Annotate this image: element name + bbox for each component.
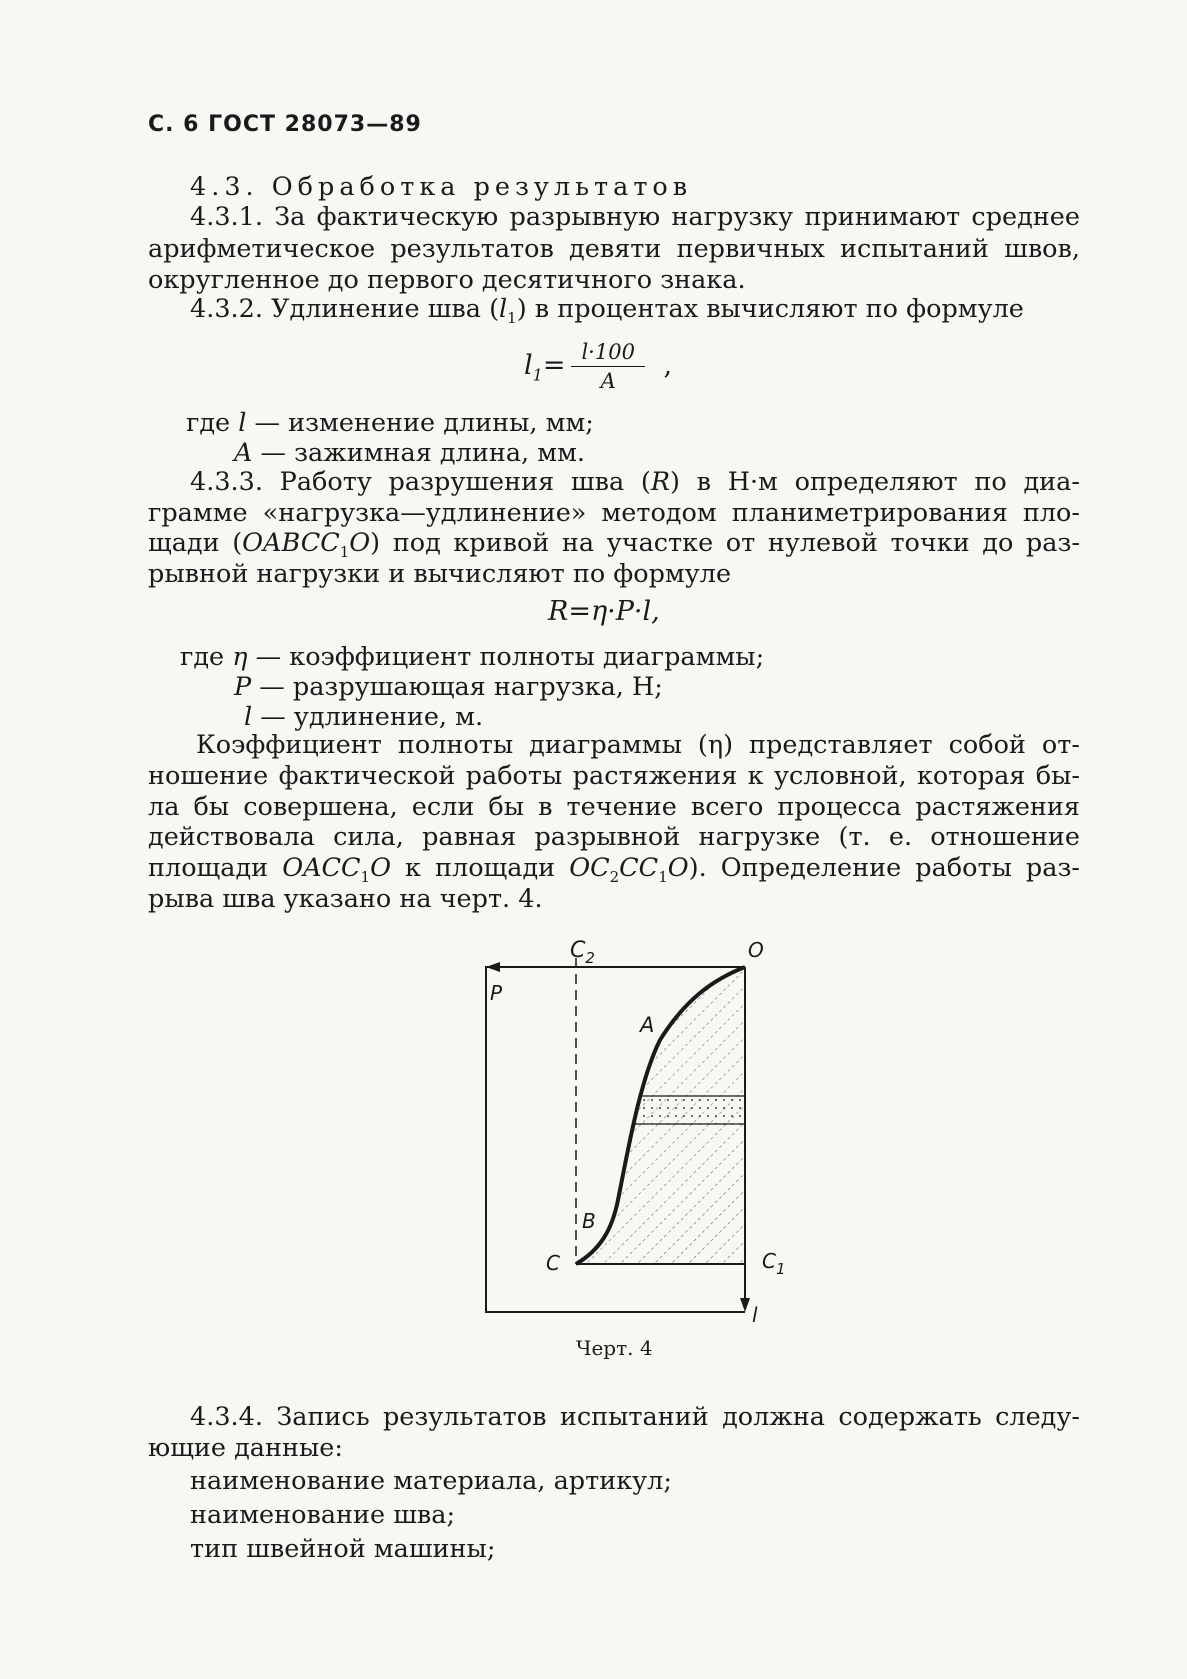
label-a: A: [640, 1013, 655, 1037]
formula-work: R=η·P·l,: [548, 596, 660, 627]
label-c1: $C_1$: [762, 1249, 786, 1278]
label-l: l: [752, 1303, 758, 1327]
p434-item2: наименование шва;: [190, 1500, 456, 1530]
p433-where2: P — разрушающая нагрузка, Н;: [234, 672, 663, 702]
p433-where1: где η — коэффициент полноты диаграммы;: [180, 642, 765, 672]
page-header: С. 6 ГОСТ 28073—89: [148, 112, 422, 137]
label-c: C: [546, 1251, 560, 1275]
p434-item3: тип швейной машины;: [190, 1534, 496, 1564]
p431-line3: округленное до первого десятичного знака.: [148, 265, 746, 295]
p434-line2: ющие данные:: [148, 1433, 343, 1463]
p434-item1: наименование материала, артикул;: [190, 1466, 672, 1496]
coef-line4: действовала сила, равная разрывной нагрузке (т. е. отношение: [148, 822, 1080, 852]
coef-line2: ношение фактической работы растяжения к условной, которая бы-: [148, 761, 1080, 791]
figure-caption: Черт. 4: [576, 1336, 653, 1360]
formula-elongation: $l_1=$ $\frac{l\cdot 100}{A}$ ,: [524, 340, 673, 393]
label-b: B: [582, 1209, 596, 1233]
p431-line1: 4.3.1. За фактическую разрывную нагрузку принимают среднее: [190, 202, 1080, 232]
p431-line2: арифметическое результатов девяти первичных испытаний швов,: [148, 234, 1080, 264]
p432-where2: A — зажимная длина, мм.: [234, 438, 586, 468]
p433-line2: грамме «нагрузка—удлинение» методом планиметрирования пло-: [148, 498, 1080, 528]
p434-line1: 4.3.4. Запись результатов испытаний должна содержать следу-: [190, 1402, 1080, 1432]
coef-line5: площади $OACC_1O$ к площади $OC_2CC_1O$). Определение работы раз-: [148, 853, 1080, 887]
p433-line3: щади $(OABCC_1O)$ под кривой на участке от нулевой точки до раз-: [148, 528, 1080, 562]
coef-line3: ла бы совершена, если бы в течение всего процесса растяжения: [148, 792, 1080, 822]
label-o: O: [748, 938, 764, 962]
p433-line4: рывной нагрузки и вычисляют по формуле: [148, 559, 732, 589]
label-p: P: [490, 981, 503, 1005]
p432-where1: где l — изменение длины, мм;: [186, 408, 594, 438]
coef-line6: рыва шва указано на черт. 4.: [148, 884, 543, 914]
coef-line1: Коэффициент полноты диаграммы (η) представляет собой от-: [196, 730, 1080, 760]
label-c2: $C_2$: [570, 938, 595, 967]
section-title: 4.3. Обработка результатов: [190, 172, 693, 202]
arrow-l-icon: [740, 1298, 750, 1312]
p433-line1: 4.3.3. Работу разрушения шва (R) в Н·м определяют по диа-: [190, 467, 1080, 497]
arrow-p-icon: [486, 962, 500, 972]
p433-where3: l — удлинение, м.: [244, 702, 484, 732]
p432-intro: 4.3.2. Удлинение шва $(l_1)$ в процентах вычисляют по формуле: [190, 294, 1024, 328]
